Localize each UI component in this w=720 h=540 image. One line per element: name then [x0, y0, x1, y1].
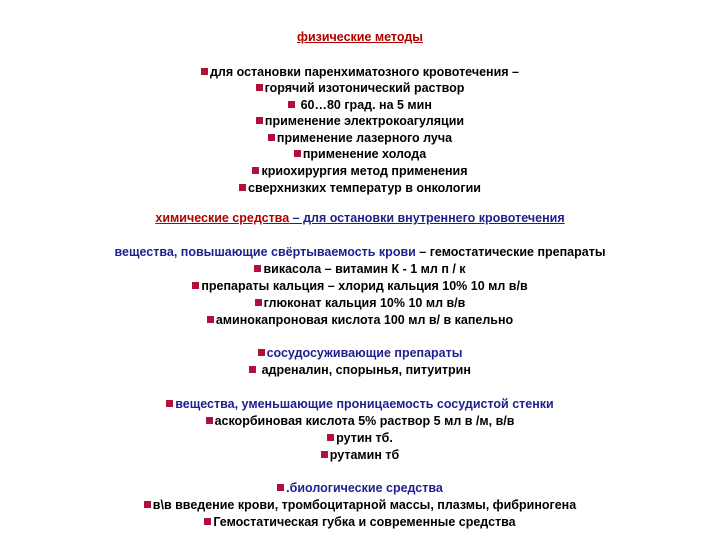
- permeability-heading: вещества, уменьшающие проницаемость сосудистой стенки: [0, 396, 720, 412]
- bullet-icon: [256, 117, 263, 124]
- coagulation-line-2: препараты кальция – хлорид кальция 10% 10 мл в/в: [0, 278, 720, 294]
- permeability-line-2: рутин тб.: [0, 430, 720, 446]
- permeability-line-1: аскорбиновая кислота 5% раствор 5 мл в /м, в/в: [0, 413, 720, 429]
- bullet-icon: [288, 101, 295, 108]
- physical-line-8: сверхнизких температур в онкологии: [0, 180, 720, 196]
- permeability-line-3: рутамин тб: [0, 447, 720, 463]
- bullet-icon: [254, 265, 261, 272]
- physical-line-4: применение электрокоагуляции: [0, 113, 720, 129]
- coagulation-line-1: викасола – витамин К - 1 мл п / к: [0, 261, 720, 277]
- bullet-icon: [252, 167, 259, 174]
- physical-line-7: криохирургия метод применения: [0, 163, 720, 179]
- bullet-icon: [249, 366, 256, 373]
- coagulation-line-4: аминокапроновая кислота 100 мл в/ в капельно: [0, 312, 720, 328]
- bullet-icon: [204, 518, 211, 525]
- coagulation-heading: вещества, повышающие свёртываемость крови – гемостатические препараты: [114, 245, 606, 259]
- bullet-icon: [144, 501, 151, 508]
- vasoconstrictor-heading: сосудосуживающие препараты: [0, 345, 720, 361]
- bullet-icon: [258, 349, 265, 356]
- vasoconstrictor-line-1: адреналин, спорынья, питуитрин: [0, 362, 720, 378]
- bullet-icon: [206, 417, 213, 424]
- bullet-icon: [166, 400, 173, 407]
- physical-line-6: применение холода: [0, 146, 720, 162]
- biological-line-1: в\в введение крови, тромбоцитарной массы, плазмы, фибриногена: [0, 497, 720, 513]
- coagulation-line-3: глюконат кальция 10% 10 мл в/в: [0, 295, 720, 311]
- bullet-icon: [327, 434, 334, 441]
- biological-line-2: Гемостатическая губка и современные средства: [0, 514, 720, 530]
- physical-line-2: горячий изотонический раствор: [0, 80, 720, 96]
- physical-line-5: применение лазерного луча: [0, 130, 720, 146]
- biological-heading: .биологические средства: [0, 480, 720, 496]
- bullet-icon: [321, 451, 328, 458]
- physical-line-3: 60…80 град. на 5 мин: [0, 97, 720, 113]
- bullet-icon: [201, 68, 208, 75]
- physical-line-1: для остановки паренхиматозного кровотечения –: [0, 64, 720, 80]
- chemical-agents-heading: химические средства – для остановки внутреннего кровотечения: [155, 211, 565, 225]
- bullet-icon: [255, 299, 262, 306]
- bullet-icon: [239, 184, 246, 191]
- bullet-icon: [294, 150, 301, 157]
- bullet-icon: [277, 484, 284, 491]
- bullet-icon: [192, 282, 199, 289]
- bullet-icon: [207, 316, 214, 323]
- bullet-icon: [256, 84, 263, 91]
- bullet-icon: [268, 134, 275, 141]
- physical-methods-heading: физические методы: [297, 30, 423, 44]
